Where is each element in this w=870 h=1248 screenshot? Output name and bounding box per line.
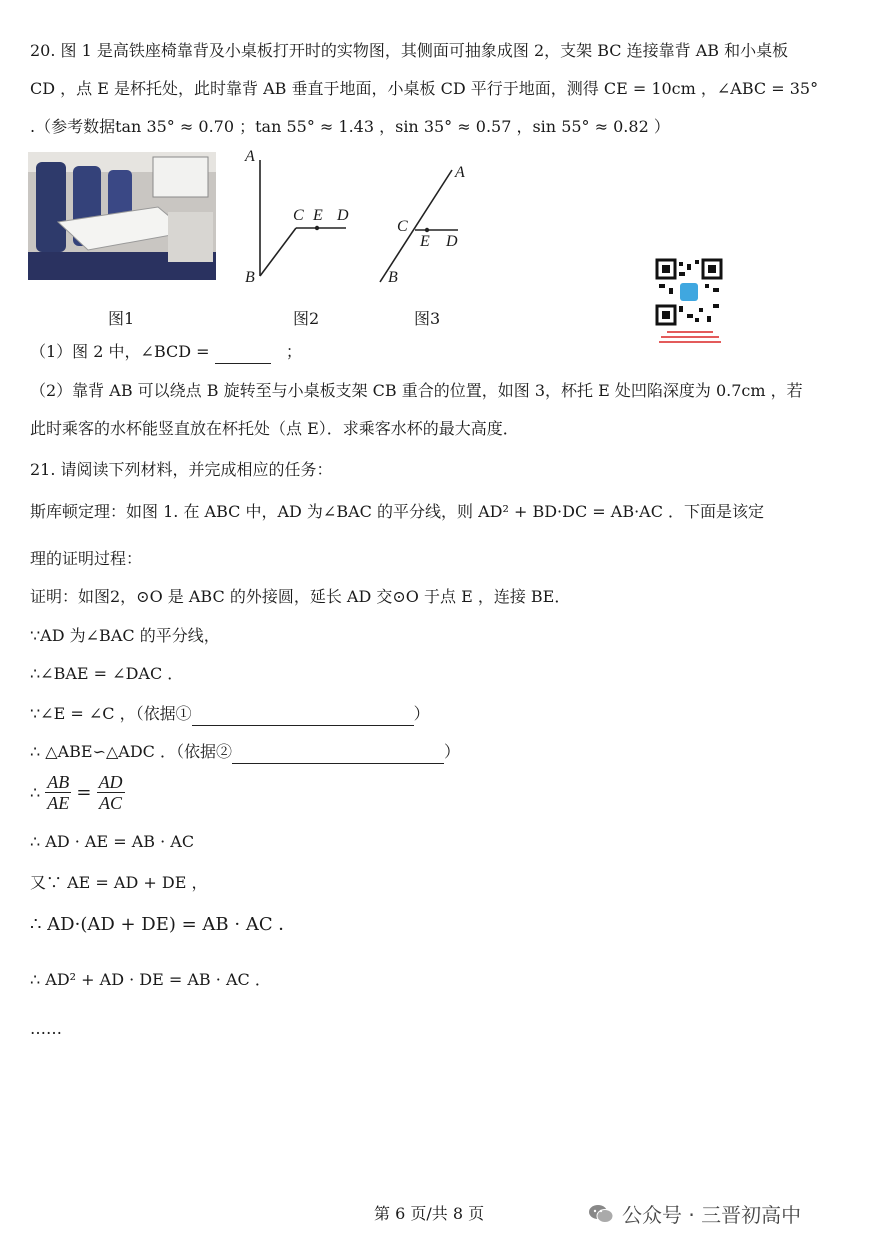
q21-step5-equals: = [76,782,92,803]
fig2-label-b: B [245,269,255,286]
q21-theorem-line1: 斯库顿定理：如图 1. 在 ABC 中，AD 为∠BAC 的平分线，则 AD² + BD·DC = AB·AC ．下面是该定 [30,502,765,521]
fig3-label-b: B [388,269,398,286]
q20-line3: .（参考数据tan 35° ≈ 0.70 ；tan 55° ≈ 1.43 ，sin 35° ≈ 0.57 ，sin 55° ≈ 0.82 ） [30,117,670,136]
fraction-numerator: AB [47,772,70,792]
q20-line1: 20. 图 1 是高铁座椅靠背及小桌板打开时的实物图，其侧面可抽象成图 2，支架 BC 连接靠背 AB 和小桌板 [30,41,789,60]
q21-step3-prefix: ∵∠E = ∠C ，（依据① [30,704,192,723]
q21-ellipsis: …… [30,1019,62,1038]
q21-step9: ∴ AD² + AD · DE = AB · AC ． [30,970,271,989]
q20-part1-answer-blank[interactable] [215,341,271,364]
watermark [588,1199,801,1228]
fraction-ab-ae [45,772,71,813]
q21-step7: 又∵ AE = AD + DE ， [30,873,208,892]
fig2-caption: 图2 [293,309,320,328]
fig3-label-e: E [420,233,430,250]
fig3-label-d: D [446,233,458,250]
q21-step4 [30,741,460,764]
fig2-label-d: D [337,207,349,224]
q21-step2: ∴∠BAE = ∠DAC ． [30,664,184,683]
watermark-text: 公众号 · 三晋初高中 [622,1203,802,1227]
page-number: 第 6 页/共 8 页 [374,1204,485,1223]
fig2-label-a: A [245,148,255,165]
q20-line2: CD ，点 E 是杯托处，此时靠背 AB 垂直于地面，小桌板 CD 平行于地面，测得 CE = 10cm ，∠ABC = 35° [30,79,819,98]
q20-part1 [30,341,302,364]
q21-step5-therefore: ∴ [30,783,41,802]
fig2-label-c: C [293,207,304,224]
q20-part2-line2: 此时乘客的水杯能竖直放在杯托处（点 E）．求乘客水杯的最大高度． [30,419,519,438]
fig3-label-c: C [397,218,408,235]
qr-caption-icon [657,330,723,344]
q20-part2-line1: （2）靠背 AB 可以绕点 B 旋转至与小桌板支架 CB 重合的位置，如图 3，杯托 E 处凹陷深度为 0.7cm ，若 [30,381,803,400]
q20-part1-suffix: ； [285,342,302,361]
q21-step4-prefix: ∴ △ABE∽△ADC ．（依据② [30,742,232,761]
q21-step8: ∴ AD·(AD + DE) = AB · AC ． [30,914,297,935]
q21-theorem-line2: 理的证明过程： [30,549,143,568]
fraction-denominator: AE [47,793,70,813]
q21-step6: ∴ AD · AE = AB · AC [30,832,195,851]
q21-step3 [30,703,430,726]
fig1-caption: 图1 [108,309,135,328]
fraction-denominator: AC [99,793,123,813]
wechat-icon [588,1204,614,1224]
fig3-label-a: A [455,164,465,181]
fig2-label-e: E [313,207,323,224]
q21-step3-suffix: ） [413,704,430,723]
basis-1-blank[interactable] [192,703,414,726]
qr-code-icon [655,258,723,326]
q20-part1-prefix: （1）图 2 中，∠BCD = [30,342,210,361]
q21-step4-suffix: ） [444,742,461,761]
q21-proof-line: 证明：如图2，⊙O 是 ABC 的外接圆，延长 AD 交⊙O 于点 E ，连接 BE． [30,587,571,606]
fraction-numerator: AD [98,772,123,792]
fraction-ad-ac [97,772,125,813]
fig3-caption: 图3 [414,309,441,328]
fig1-train-seat-photo [28,152,216,280]
q21-title: 21. 请阅读下列材料，并完成相应的任务： [30,460,333,479]
q21-step1: ∵AD 为∠BAC 的平分线， [30,626,220,645]
basis-2-blank[interactable] [232,741,444,764]
q21-step5 [30,772,125,813]
